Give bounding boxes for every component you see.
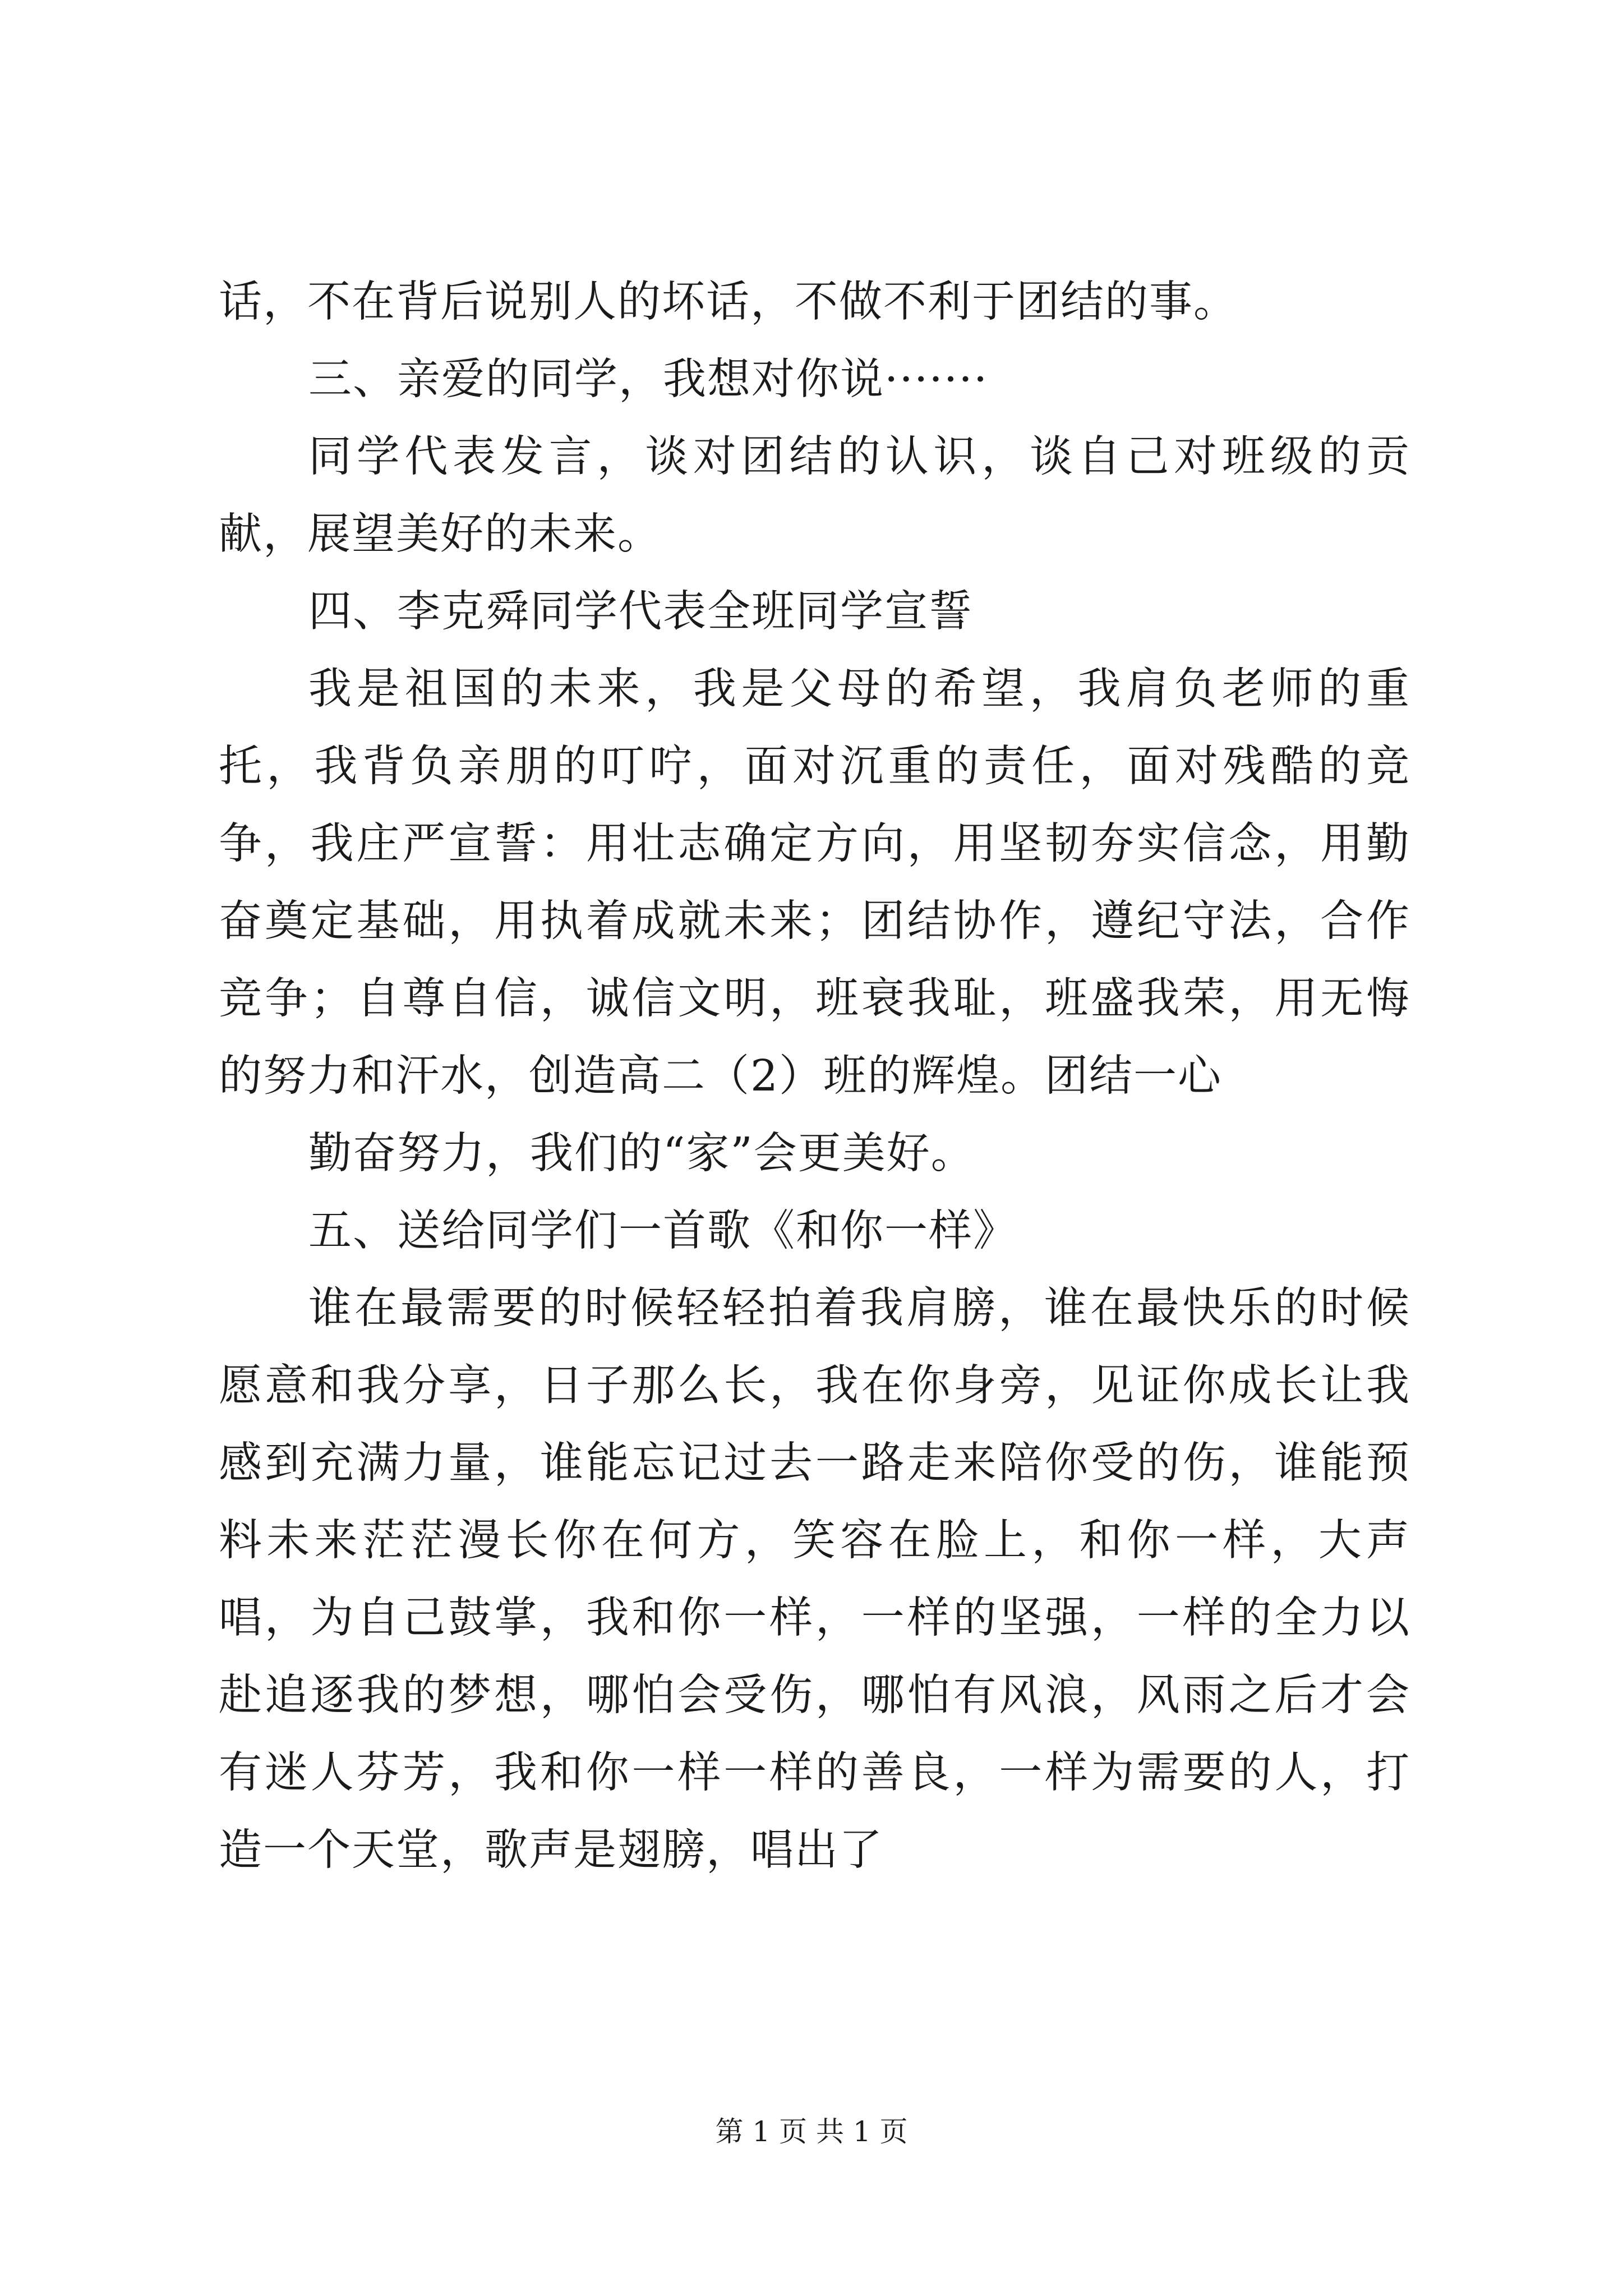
document-body <box>219 264 1410 1889</box>
paragraph-oath-end: 勤奋努力，我们的“家”会更美好。 <box>308 1129 975 1179</box>
section-heading-4: 四、李克舜同学代表全班同学宣誓 <box>308 587 973 637</box>
paragraph-continuation: 话，不在背后说别人的坏话，不做不利于团结的事。 <box>219 277 1238 327</box>
section-heading-3: 三、亲爱的同学，我想对你说······· <box>308 355 989 404</box>
paragraph-oath: 我是祖国的未来，我是父母的希望，我肩负老师的重托，我背负亲朋的叮咛，面对沉重的责任，面对残酷的竞争，我庄严宣誓：用壮志确定方向，用坚韧夯实信念，用勤奋奠定基础，用执着成就未来；团结协作，遵纪守法，合作竞争；自尊自信，诚信文明，班衰我耻，班盛我荣，用无悔的努力和汗水，创造高二（2）班的辉煌。团结一心 <box>219 664 1410 1101</box>
paragraph-lyrics: 谁在最需要的时候轻轻拍着我肩膀，谁在最快乐的时候愿意和我分享，日子那么长，我在你身旁，见证你成长让我感到充满力量，谁能忘记过去一路走来陪你受的伤，谁能预料未来茫茫漫长你在何方，笑容在脸上，和你一样，大声唱，为自己鼓掌，我和你一样，一样的坚强，一样的全力以赴追逐我的梦想，哪怕会受伤，哪怕有风浪，风雨之后才会有迷人芬芳，我和你一样一样的善良，一样为需要的人，打造一个天堂，歌声是翅膀，唱出了 <box>219 1283 1410 1875</box>
section-heading-5: 五、送给同学们一首歌《和你一样》 <box>308 1206 1017 1256</box>
page-number-footer: 第 1 页 共 1 页 <box>715 2115 908 2148</box>
paragraph-speech: 同学代表发言，谈对团结的认识，谈自己对班级的贡献，展望美好的未来。 <box>219 432 1410 559</box>
